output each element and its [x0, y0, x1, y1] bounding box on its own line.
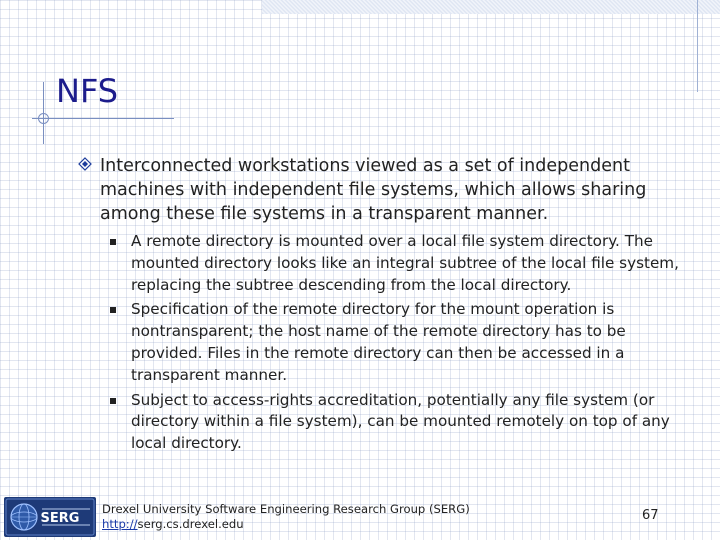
- square-bullet-icon: [110, 239, 116, 245]
- sub-bullet-list: [107, 231, 682, 458]
- slide-title: NFS: [56, 72, 119, 110]
- list-item: [107, 299, 682, 386]
- title-decoration-circle: [38, 113, 49, 124]
- list-item: [107, 390, 682, 455]
- page-number: 67: [642, 508, 659, 523]
- footer-organization: Drexel University Software Engineering Research Group (SERG): [102, 502, 470, 516]
- sub-bullet-text: Specification of the remote directory for the mount operation is nontransparent; the host name of the remote directory has to be provided. Files in the remote directory can then be accessed in a transparent manner.: [131, 300, 626, 384]
- footer-link[interactable]: http://: [102, 516, 138, 531]
- header-right-rule: [697, 0, 698, 92]
- diamond-bullet-icon: [78, 157, 92, 171]
- square-bullet-icon: [110, 398, 116, 404]
- sub-bullet-text: Subject to access-rights accreditation, potentially any file system (or directory within a file system), can be mounted remotely on top of any local directory.: [131, 390, 670, 453]
- title-decoration-horizontal-line: [32, 118, 174, 119]
- sub-bullet-text: A remote directory is mounted over a local file system directory. The mounted directory looks like an integral subtree of the local file system, replacing the subtree descending from the local directory.: [131, 232, 679, 294]
- main-bullet-text: Interconnected workstations viewed as a set of independent machines with independent file systems, which allows sharing among these file systems in a transparent manner.: [100, 156, 647, 224]
- serg-logo: [4, 497, 96, 537]
- square-bullet-icon: [110, 307, 116, 313]
- footer-link-line: [102, 517, 470, 532]
- logo-text: SERG: [40, 511, 80, 526]
- header-band: [262, 0, 720, 14]
- list-item: [107, 231, 682, 296]
- footer-credits: [102, 502, 470, 531]
- footer-link-host: serg.cs.drexel.edu: [137, 516, 244, 531]
